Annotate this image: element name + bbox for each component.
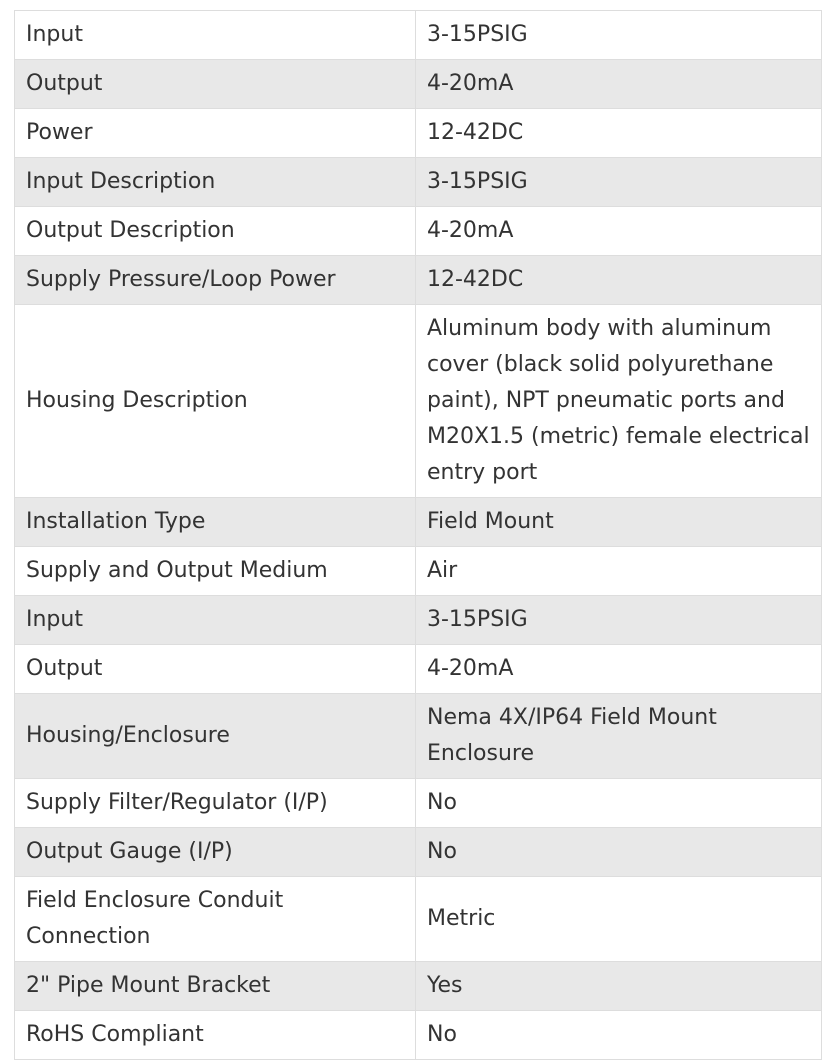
spec-row-installation-type [15,498,822,547]
spec-row-pipe-mount-bracket [15,962,822,1011]
spec-value: No [416,828,822,877]
spec-value: 3-15PSIG [416,158,822,207]
spec-label: RoHS Compliant [15,1011,416,1060]
spec-label: Output Gauge (I/P) [15,828,416,877]
specifications-table [14,10,822,1060]
spec-row-rohs-compliant [15,1011,822,1060]
spec-row-output [15,60,822,109]
spec-value: Aluminum body with aluminum cover (black solid polyurethane paint), NPT pneumatic ports and M20X1.5 (metric) female electrical entry port [416,305,822,498]
spec-value: Metric [416,877,822,962]
spec-row-output-description [15,207,822,256]
spec-label: Housing Description [15,305,416,498]
spec-label: Output [15,60,416,109]
spec-label: Power [15,109,416,158]
spec-row-housing-enclosure [15,694,822,779]
spec-value: 4-20mA [416,60,822,109]
spec-value: 12-42DC [416,256,822,305]
spec-row-input [15,11,822,60]
spec-row-housing-description [15,305,822,498]
spec-value: 3-15PSIG [416,11,822,60]
spec-row-input-description [15,158,822,207]
spec-value: 4-20mA [416,207,822,256]
spec-label: Field Enclosure Conduit Connection [15,877,416,962]
spec-value: Air [416,547,822,596]
spec-value: 12-42DC [416,109,822,158]
spec-row-supply-pressure [15,256,822,305]
spec-row-output-gauge [15,828,822,877]
spec-label: Output Description [15,207,416,256]
spec-label: Input [15,11,416,60]
spec-row-output-2 [15,645,822,694]
spec-value: 4-20mA [416,645,822,694]
spec-row-conduit-connection [15,877,822,962]
spec-label: Supply Filter/Regulator (I/P) [15,779,416,828]
spec-value: Field Mount [416,498,822,547]
spec-label: Supply and Output Medium [15,547,416,596]
spec-label: Input [15,596,416,645]
spec-row-supply-output-medium [15,547,822,596]
spec-row-power [15,109,822,158]
specifications-table-body [15,11,822,1060]
spec-label: Installation Type [15,498,416,547]
spec-row-input-2 [15,596,822,645]
spec-label: Supply Pressure/Loop Power [15,256,416,305]
spec-label: Input Description [15,158,416,207]
spec-label: 2" Pipe Mount Bracket [15,962,416,1011]
spec-row-supply-filter-regulator [15,779,822,828]
spec-value: No [416,779,822,828]
spec-label: Output [15,645,416,694]
spec-value: Yes [416,962,822,1011]
spec-value: 3-15PSIG [416,596,822,645]
spec-value: No [416,1011,822,1060]
spec-label: Housing/Enclosure [15,694,416,779]
spec-value: Nema 4X/IP64 Field Mount Enclosure [416,694,822,779]
